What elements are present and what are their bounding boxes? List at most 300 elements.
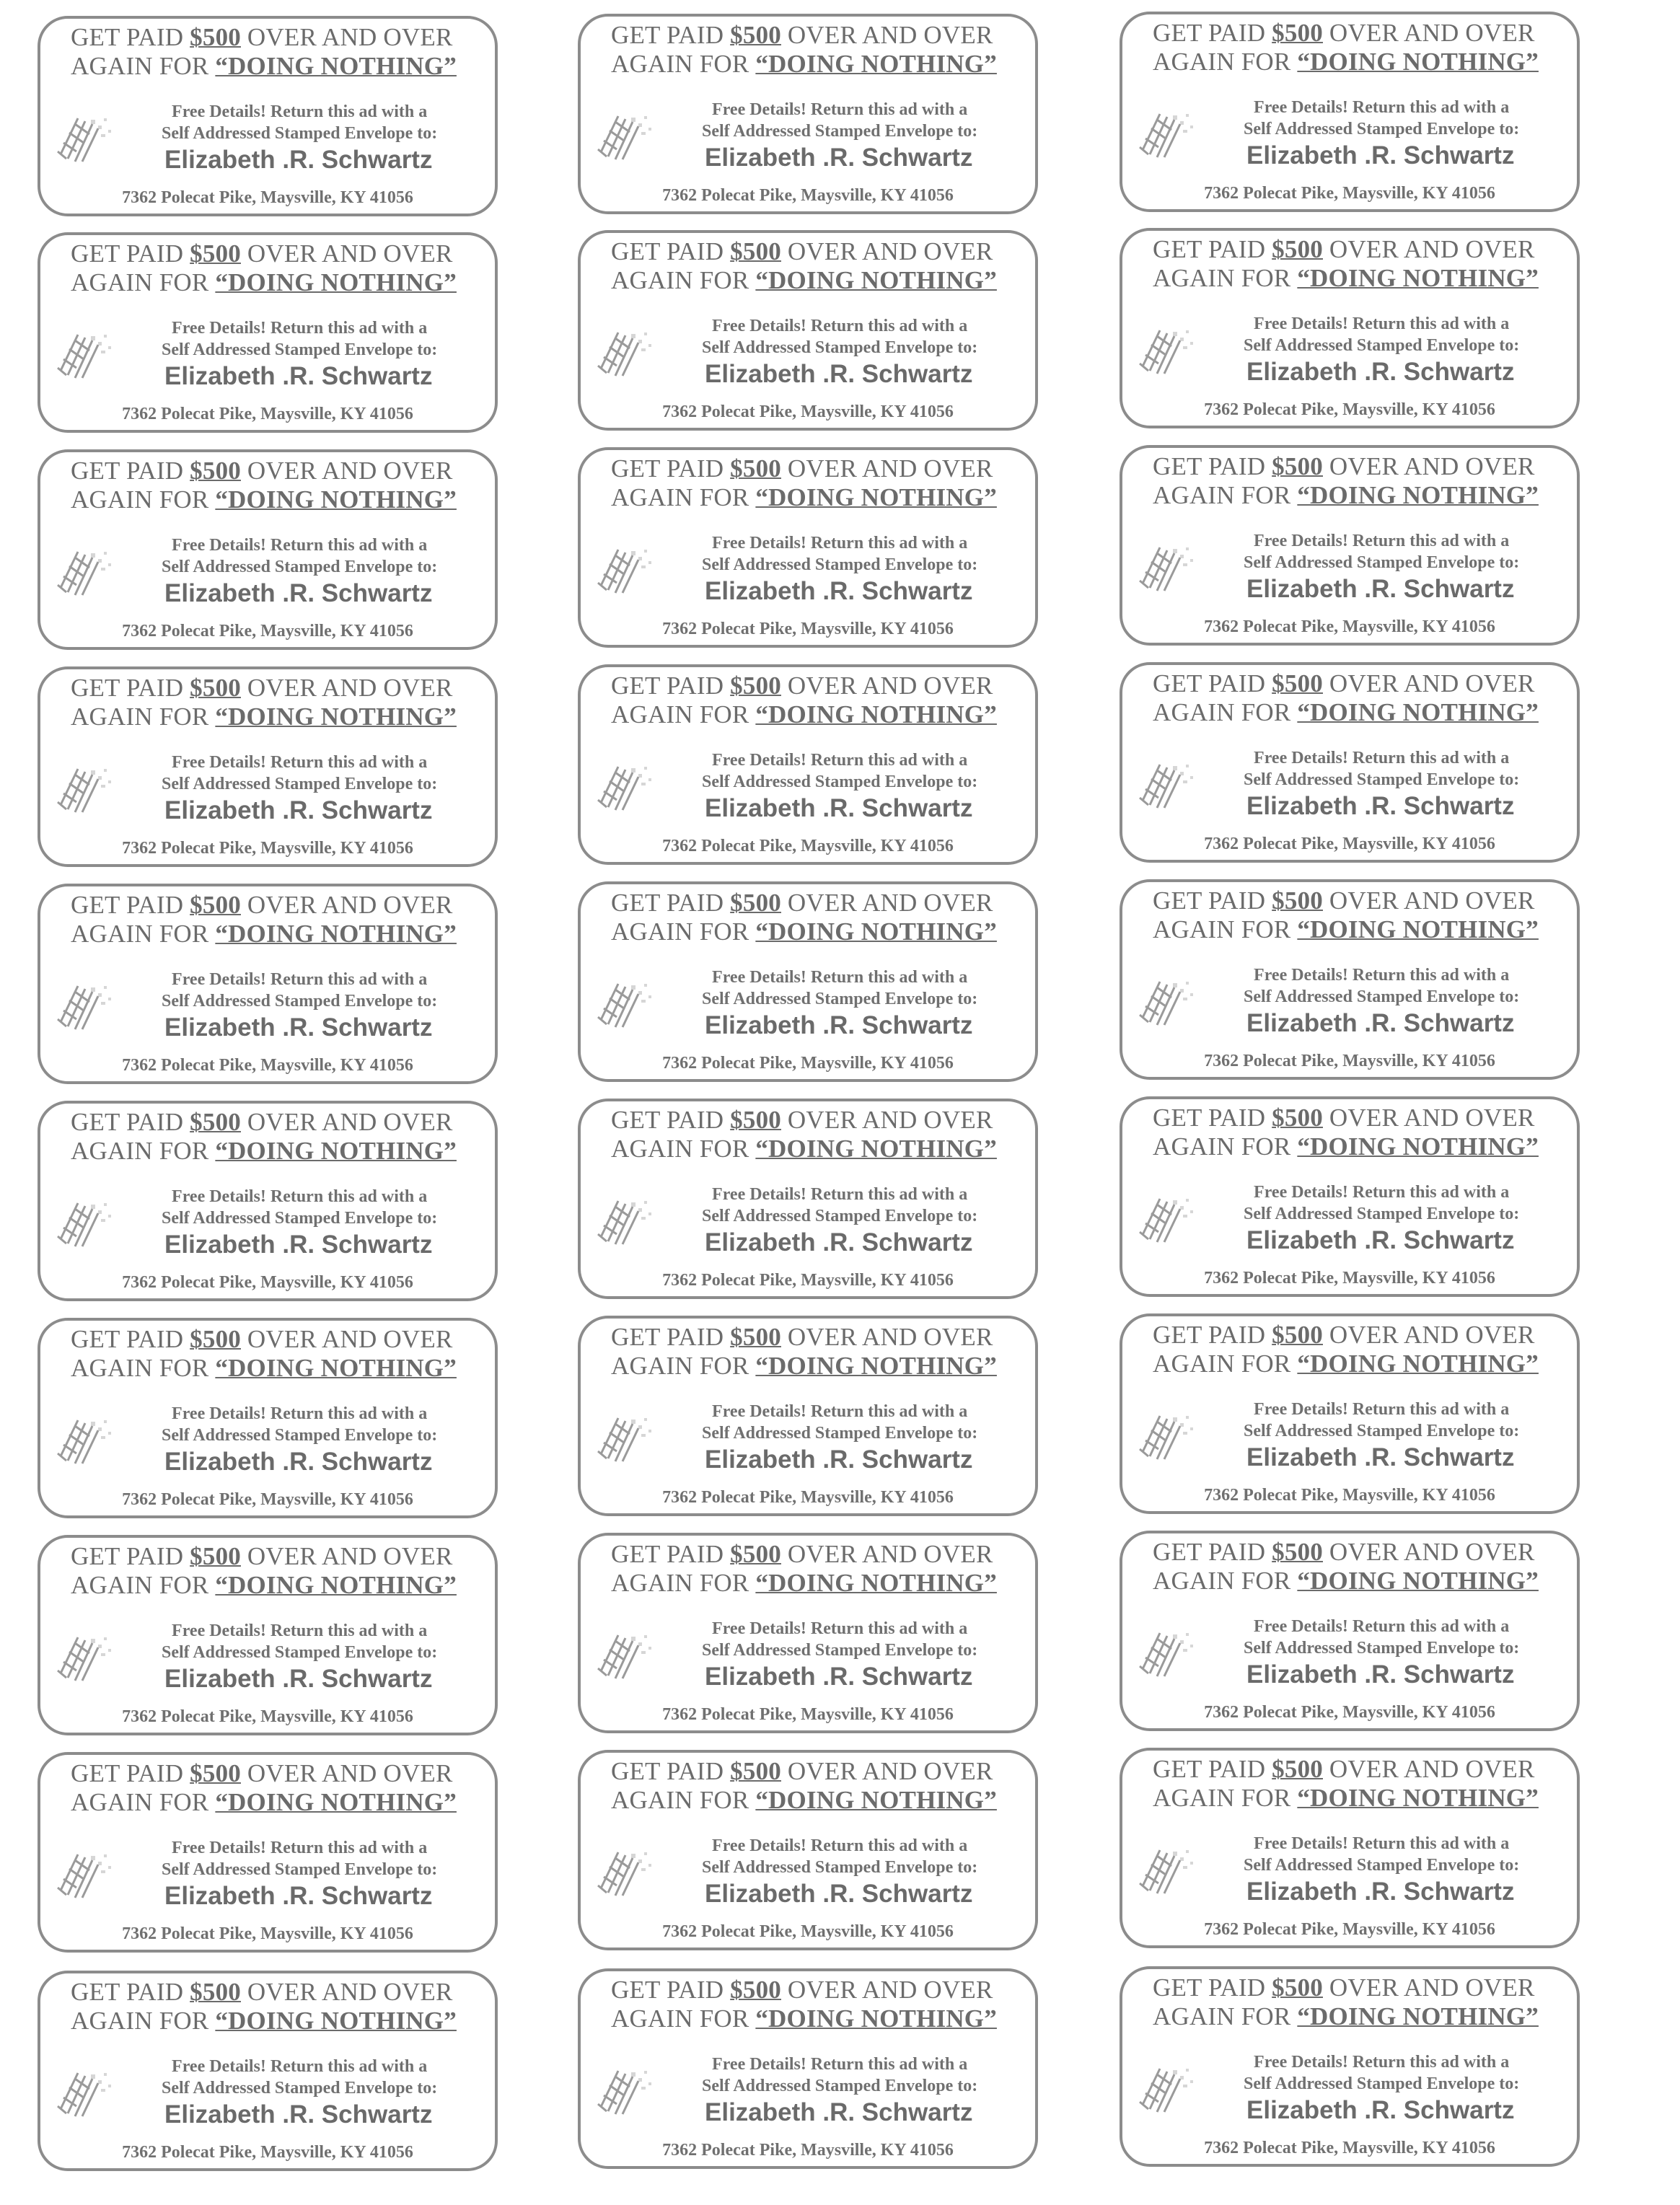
ad-headline <box>1153 1538 1539 1596</box>
ad-headline <box>1153 1321 1539 1378</box>
headline-amount: $500 <box>730 454 781 483</box>
details-line-2: Self Addressed Stamped Envelope to: <box>702 2077 978 2095</box>
headline-line2-prefix: AGAIN FOR <box>1153 1567 1298 1595</box>
headline-text-cont: OVER AND OVER <box>240 1759 453 1787</box>
money-stack-icon <box>594 760 660 811</box>
ad-headline <box>71 457 457 514</box>
ad-headline <box>71 23 457 81</box>
money-stack-icon <box>594 1194 660 1246</box>
headline-text: GET PAID <box>1153 1321 1272 1349</box>
headline-amount: $500 <box>190 23 241 51</box>
headline-line2-prefix: AGAIN FOR <box>71 1137 216 1165</box>
money-stack-icon <box>594 1628 660 1680</box>
headline-text: GET PAID <box>611 672 731 700</box>
headline-emphasis: “DOING NOTHING” <box>215 920 457 948</box>
headline-emphasis: “DOING NOTHING” <box>215 52 457 80</box>
classified-ad <box>38 232 498 433</box>
headline-text-cont: OVER AND OVER <box>780 1323 993 1351</box>
contact-address: 7362 Polecat Pike, Maysville, KY 41056 <box>122 1273 413 1292</box>
details-line-1: Free Details! Return this ad with a <box>172 1404 428 1423</box>
headline-amount: $500 <box>190 457 241 485</box>
classified-ad <box>38 1535 498 1735</box>
ad-details <box>162 1620 437 1663</box>
headline-text-cont: OVER AND OVER <box>1322 1321 1535 1349</box>
headline-text-cont: OVER AND OVER <box>780 1106 993 1134</box>
details-line-1: Free Details! Return this ad with a <box>712 100 968 119</box>
headline-text-cont: OVER AND OVER <box>1322 452 1535 480</box>
contact-address: 7362 Polecat Pike, Maysville, KY 41056 <box>1204 400 1495 419</box>
details-line-2: Self Addressed Stamped Envelope to: <box>702 773 978 791</box>
classified-ad <box>1120 1096 1580 1297</box>
details-line-1: Free Details! Return this ad with a <box>1254 2053 1510 2072</box>
headline-text-cont: OVER AND OVER <box>240 239 453 268</box>
classified-ad <box>38 1971 498 2171</box>
ad-headline <box>1153 452 1539 510</box>
headline-text-cont: OVER AND OVER <box>1322 886 1535 915</box>
contact-name: Elizabeth .R. Schwartz <box>1246 141 1515 170</box>
contact-name: Elizabeth .R. Schwartz <box>164 146 433 174</box>
headline-amount: $500 <box>1272 1755 1323 1783</box>
ad-details <box>1244 747 1519 791</box>
headline-line2-prefix: AGAIN FOR <box>611 50 756 78</box>
headline-emphasis: “DOING NOTHING” <box>755 50 997 78</box>
contact-name: Elizabeth .R. Schwartz <box>705 2098 973 2126</box>
ad-details <box>702 967 977 1010</box>
classified-ad <box>38 1318 498 1518</box>
classified-ad <box>578 14 1038 214</box>
headline-text: GET PAID <box>71 1325 190 1353</box>
details-line-2: Self Addressed Stamped Envelope to: <box>1244 1422 1520 1440</box>
headline-text: GET PAID <box>611 1323 731 1351</box>
headline-line2-prefix: AGAIN FOR <box>1153 915 1298 943</box>
contact-address: 7362 Polecat Pike, Maysville, KY 41056 <box>122 622 413 641</box>
headline-emphasis: “DOING NOTHING” <box>1297 1132 1539 1161</box>
headline-emphasis: “DOING NOTHING” <box>215 2007 457 2035</box>
headline-amount: $500 <box>1272 669 1323 697</box>
headline-line2-prefix: AGAIN FOR <box>1153 48 1298 76</box>
details-line-1: Free Details! Return this ad with a <box>712 2055 968 2074</box>
headline-amount: $500 <box>1272 1538 1323 1566</box>
headline-text-cont: OVER AND OVER <box>780 21 993 49</box>
money-stack-icon <box>1135 323 1202 375</box>
details-line-2: Self Addressed Stamped Envelope to: <box>162 1426 438 1445</box>
classified-ad <box>1120 1313 1580 1514</box>
headline-text: GET PAID <box>611 237 731 265</box>
ad-details <box>1244 1833 1519 1876</box>
money-stack-icon <box>53 762 120 814</box>
details-line-2: Self Addressed Stamped Envelope to: <box>1244 336 1520 355</box>
ad-headline <box>611 1976 997 2033</box>
ad-details <box>702 315 977 358</box>
headline-line2-prefix: AGAIN FOR <box>71 1788 216 1816</box>
headline-line2-prefix: AGAIN FOR <box>611 1786 756 1814</box>
headline-amount: $500 <box>730 21 781 49</box>
headline-emphasis: “DOING NOTHING” <box>215 268 457 296</box>
contact-address: 7362 Polecat Pike, Maysville, KY 41056 <box>1204 184 1495 203</box>
contact-name: Elizabeth .R. Schwartz <box>705 1445 973 1474</box>
headline-emphasis: “DOING NOTHING” <box>1297 915 1539 943</box>
headline-text-cont: OVER AND OVER <box>780 1757 993 1785</box>
money-stack-icon <box>53 1630 120 1682</box>
ad-details <box>162 2056 437 2099</box>
ad-headline <box>71 239 457 297</box>
contact-address: 7362 Polecat Pike, Maysville, KY 41056 <box>662 1705 954 1724</box>
headline-amount: $500 <box>1272 19 1323 47</box>
details-line-1: Free Details! Return this ad with a <box>712 1836 968 1855</box>
contact-name: Elizabeth .R. Schwartz <box>705 1880 973 1908</box>
headline-line2-prefix: AGAIN FOR <box>71 920 216 948</box>
headline-text-cont: OVER AND OVER <box>240 891 453 919</box>
details-line-1: Free Details! Return this ad with a <box>1254 314 1510 333</box>
headline-line2-prefix: AGAIN FOR <box>1153 481 1298 509</box>
ad-headline <box>71 891 457 949</box>
contact-address: 7362 Polecat Pike, Maysville, KY 41056 <box>662 402 954 421</box>
classified-ad <box>578 230 1038 431</box>
details-line-2: Self Addressed Stamped Envelope to: <box>162 775 438 793</box>
money-stack-icon <box>1135 1409 1202 1461</box>
classified-ad <box>578 1968 1038 2169</box>
contact-address: 7362 Polecat Pike, Maysville, KY 41056 <box>122 1924 413 1943</box>
classified-ad <box>1120 12 1580 212</box>
details-line-2: Self Addressed Stamped Envelope to: <box>1244 553 1520 572</box>
headline-line2-prefix: AGAIN FOR <box>71 268 216 296</box>
contact-address: 7362 Polecat Pike, Maysville, KY 41056 <box>662 2141 954 2160</box>
contact-name: Elizabeth .R. Schwartz <box>164 1013 433 1042</box>
headline-text: GET PAID <box>71 891 190 919</box>
details-line-1: Free Details! Return this ad with a <box>172 319 428 338</box>
details-line-2: Self Addressed Stamped Envelope to: <box>702 1641 978 1660</box>
ad-headline <box>611 1757 997 1815</box>
headline-text: GET PAID <box>611 1757 731 1785</box>
details-line-2: Self Addressed Stamped Envelope to: <box>162 1643 438 1662</box>
classified-ad <box>578 881 1038 1082</box>
headline-emphasis: “DOING NOTHING” <box>755 483 997 511</box>
classified-ad <box>1120 1966 1580 2167</box>
ad-headline <box>611 1323 997 1381</box>
details-line-2: Self Addressed Stamped Envelope to: <box>1244 1639 1520 1658</box>
headline-text: GET PAID <box>71 457 190 485</box>
details-line-1: Free Details! Return this ad with a <box>172 102 428 121</box>
ad-details <box>162 752 437 795</box>
money-stack-icon <box>1135 107 1202 159</box>
headline-amount: $500 <box>1272 1104 1323 1132</box>
headline-text: GET PAID <box>1153 19 1272 47</box>
headline-line2-prefix: AGAIN FOR <box>71 1571 216 1599</box>
headline-text-cont: OVER AND OVER <box>240 1108 453 1136</box>
headline-amount: $500 <box>190 1759 241 1787</box>
details-line-2: Self Addressed Stamped Envelope to: <box>1244 987 1520 1006</box>
headline-text: GET PAID <box>611 1976 731 2004</box>
headline-emphasis: “DOING NOTHING” <box>215 1788 457 1816</box>
ad-headline <box>611 889 997 946</box>
headline-emphasis: “DOING NOTHING” <box>1297 1350 1539 1378</box>
money-stack-icon <box>1135 1626 1202 1678</box>
ad-details <box>702 1184 977 1227</box>
contact-name: Elizabeth .R. Schwartz <box>164 579 433 607</box>
money-stack-icon <box>594 542 660 594</box>
headline-line2-prefix: AGAIN FOR <box>71 2007 216 2035</box>
ad-details <box>162 534 437 578</box>
headline-text-cont: OVER AND OVER <box>1322 19 1535 47</box>
headline-text-cont: OVER AND OVER <box>240 1325 453 1353</box>
ad-details <box>1244 2051 1519 2095</box>
classified-ad <box>38 666 498 867</box>
details-line-1: Free Details! Return this ad with a <box>1254 1617 1510 1636</box>
ad-details <box>1244 313 1519 356</box>
classified-ad <box>1120 1531 1580 1731</box>
contact-name: Elizabeth .R. Schwartz <box>1246 1226 1515 1254</box>
details-line-2: Self Addressed Stamped Envelope to: <box>1244 1205 1520 1223</box>
ad-headline <box>611 1540 997 1598</box>
money-stack-icon <box>594 109 660 161</box>
contact-address: 7362 Polecat Pike, Maysville, KY 41056 <box>1204 1703 1495 1722</box>
details-line-2: Self Addressed Stamped Envelope to: <box>162 2079 438 2098</box>
headline-amount: $500 <box>730 1106 781 1134</box>
details-line-2: Self Addressed Stamped Envelope to: <box>702 1858 978 1877</box>
ad-headline <box>611 454 997 512</box>
details-line-1: Free Details! Return this ad with a <box>1254 1834 1510 1853</box>
headline-text: GET PAID <box>611 889 731 917</box>
headline-emphasis: “DOING NOTHING” <box>1297 1567 1539 1595</box>
details-line-1: Free Details! Return this ad with a <box>172 2057 428 2076</box>
headline-amount: $500 <box>1272 886 1323 915</box>
ad-headline <box>611 237 997 295</box>
classified-ad <box>578 1316 1038 1516</box>
ad-details <box>702 1835 977 1878</box>
headline-emphasis: “DOING NOTHING” <box>215 703 457 731</box>
contact-address: 7362 Polecat Pike, Maysville, KY 41056 <box>662 837 954 855</box>
money-stack-icon <box>594 1845 660 1897</box>
details-line-2: Self Addressed Stamped Envelope to: <box>162 1209 438 1228</box>
details-line-2: Self Addressed Stamped Envelope to: <box>1244 1856 1520 1875</box>
details-line-1: Free Details! Return this ad with a <box>712 1619 968 1638</box>
details-line-1: Free Details! Return this ad with a <box>172 970 428 989</box>
ad-headline <box>71 1978 457 2035</box>
money-stack-icon <box>594 977 660 1029</box>
headline-line2-prefix: AGAIN FOR <box>1153 1350 1298 1378</box>
details-line-1: Free Details! Return this ad with a <box>1254 966 1510 985</box>
contact-address: 7362 Polecat Pike, Maysville, KY 41056 <box>662 1488 954 1507</box>
details-line-1: Free Details! Return this ad with a <box>712 751 968 770</box>
headline-amount: $500 <box>190 1978 241 2006</box>
details-line-2: Self Addressed Stamped Envelope to: <box>702 122 978 141</box>
headline-text: GET PAID <box>1153 669 1272 697</box>
headline-emphasis: “DOING NOTHING” <box>755 1569 997 1597</box>
ad-details <box>1244 1399 1519 1442</box>
classified-ad <box>1120 879 1580 1080</box>
headline-emphasis: “DOING NOTHING” <box>1297 264 1539 292</box>
headline-text-cont: OVER AND OVER <box>240 1978 453 2006</box>
classified-ad <box>1120 228 1580 428</box>
details-line-2: Self Addressed Stamped Envelope to: <box>1244 770 1520 789</box>
headline-text: GET PAID <box>71 1759 190 1787</box>
contact-address: 7362 Polecat Pike, Maysville, KY 41056 <box>662 186 954 205</box>
money-stack-icon <box>53 327 120 379</box>
contact-name: Elizabeth .R. Schwartz <box>1246 1878 1515 1906</box>
money-stack-icon <box>594 1411 660 1463</box>
headline-line2-prefix: AGAIN FOR <box>71 52 216 80</box>
classified-ad <box>578 664 1038 865</box>
headline-emphasis: “DOING NOTHING” <box>1297 698 1539 726</box>
details-line-1: Free Details! Return this ad with a <box>1254 1183 1510 1202</box>
headline-text-cont: OVER AND OVER <box>240 1542 453 1570</box>
headline-text: GET PAID <box>611 454 731 483</box>
headline-emphasis: “DOING NOTHING” <box>1297 481 1539 509</box>
headline-text: GET PAID <box>611 1540 731 1568</box>
headline-text-cont: OVER AND OVER <box>240 457 453 485</box>
ad-headline <box>71 1542 457 1600</box>
ad-headline <box>611 1106 997 1163</box>
details-line-1: Free Details! Return this ad with a <box>172 1839 428 1857</box>
ad-details <box>162 1186 437 1229</box>
headline-emphasis: “DOING NOTHING” <box>755 1352 997 1380</box>
classified-ad <box>1120 662 1580 863</box>
classified-ad <box>38 16 498 216</box>
headline-line2-prefix: AGAIN FOR <box>611 266 756 294</box>
money-stack-icon <box>1135 540 1202 592</box>
contact-address: 7362 Polecat Pike, Maysville, KY 41056 <box>662 620 954 638</box>
headline-text: GET PAID <box>1153 452 1272 480</box>
headline-text-cont: OVER AND OVER <box>780 237 993 265</box>
ad-details <box>702 2054 977 2097</box>
details-line-2: Self Addressed Stamped Envelope to: <box>702 1207 978 1225</box>
headline-amount: $500 <box>730 237 781 265</box>
headline-amount: $500 <box>190 239 241 268</box>
contact-name: Elizabeth .R. Schwartz <box>1246 1443 1515 1471</box>
contact-name: Elizabeth .R. Schwartz <box>1246 2096 1515 2124</box>
headline-amount: $500 <box>730 889 781 917</box>
headline-line2-prefix: AGAIN FOR <box>611 1135 756 1163</box>
headline-amount: $500 <box>190 1325 241 1353</box>
ad-details <box>702 99 977 142</box>
details-line-2: Self Addressed Stamped Envelope to: <box>162 124 438 143</box>
ad-details <box>1244 1616 1519 1659</box>
contact-name: Elizabeth .R. Schwartz <box>164 362 433 390</box>
money-stack-icon <box>1135 757 1202 809</box>
ad-details <box>162 101 437 144</box>
headline-emphasis: “DOING NOTHING” <box>755 1135 997 1163</box>
headline-text-cont: OVER AND OVER <box>1322 235 1535 263</box>
headline-line2-prefix: AGAIN FOR <box>71 485 216 514</box>
headline-emphasis: “DOING NOTHING” <box>755 1786 997 1814</box>
headline-text: GET PAID <box>611 21 731 49</box>
classified-ad <box>38 449 498 650</box>
headline-text: GET PAID <box>71 239 190 268</box>
contact-address: 7362 Polecat Pike, Maysville, KY 41056 <box>122 2143 413 2162</box>
details-line-1: Free Details! Return this ad with a <box>712 968 968 987</box>
contact-address: 7362 Polecat Pike, Maysville, KY 41056 <box>1204 1486 1495 1505</box>
headline-emphasis: “DOING NOTHING” <box>755 266 997 294</box>
classified-ad <box>578 1533 1038 1733</box>
ad-details <box>702 749 977 793</box>
headline-amount: $500 <box>1272 1973 1323 2002</box>
headline-emphasis: “DOING NOTHING” <box>1297 1784 1539 1812</box>
contact-name: Elizabeth .R. Schwartz <box>705 1663 973 1691</box>
headline-line2-prefix: AGAIN FOR <box>1153 1132 1298 1161</box>
headline-line2-prefix: AGAIN FOR <box>611 1352 756 1380</box>
contact-address: 7362 Polecat Pike, Maysville, KY 41056 <box>122 1707 413 1726</box>
ad-headline <box>611 21 997 79</box>
contact-address: 7362 Polecat Pike, Maysville, KY 41056 <box>1204 1269 1495 1288</box>
classified-ad <box>578 447 1038 648</box>
classified-ad <box>578 1750 1038 1950</box>
details-line-1: Free Details! Return this ad with a <box>1254 532 1510 550</box>
ad-headline <box>71 1108 457 1166</box>
money-stack-icon <box>53 545 120 597</box>
classified-ad <box>38 1752 498 1953</box>
headline-text-cont: OVER AND OVER <box>1322 1973 1535 2002</box>
details-line-2: Self Addressed Stamped Envelope to: <box>1244 120 1520 138</box>
contact-name: Elizabeth .R. Schwartz <box>164 1231 433 1259</box>
headline-line2-prefix: AGAIN FOR <box>611 917 756 946</box>
headline-text-cont: OVER AND OVER <box>780 1976 993 2004</box>
headline-text: GET PAID <box>1153 1973 1272 2002</box>
ad-headline <box>1153 1973 1539 2031</box>
contact-name: Elizabeth .R. Schwartz <box>164 1882 433 1910</box>
headline-line2-prefix: AGAIN FOR <box>611 700 756 729</box>
ad-details <box>1244 1181 1519 1225</box>
contact-address: 7362 Polecat Pike, Maysville, KY 41056 <box>662 1922 954 1941</box>
details-line-1: Free Details! Return this ad with a <box>712 534 968 553</box>
classified-ad <box>1120 1748 1580 1948</box>
contact-address: 7362 Polecat Pike, Maysville, KY 41056 <box>1204 1052 1495 1070</box>
contact-name: Elizabeth .R. Schwartz <box>1246 1660 1515 1689</box>
ad-headline <box>1153 235 1539 293</box>
money-stack-icon <box>1135 2061 1202 2113</box>
contact-name: Elizabeth .R. Schwartz <box>164 796 433 824</box>
money-stack-icon <box>53 1847 120 1899</box>
headline-text: GET PAID <box>1153 1755 1272 1783</box>
contact-name: Elizabeth .R. Schwartz <box>1246 1009 1515 1037</box>
headline-text: GET PAID <box>1153 886 1272 915</box>
contact-address: 7362 Polecat Pike, Maysville, KY 41056 <box>122 1056 413 1075</box>
details-line-2: Self Addressed Stamped Envelope to: <box>1244 2074 1520 2093</box>
money-stack-icon <box>53 979 120 1031</box>
headline-line2-prefix: AGAIN FOR <box>1153 1784 1298 1812</box>
ad-details <box>1244 97 1519 140</box>
details-line-1: Free Details! Return this ad with a <box>1254 1400 1510 1419</box>
details-line-1: Free Details! Return this ad with a <box>712 317 968 335</box>
ad-headline <box>1153 19 1539 76</box>
headline-emphasis: “DOING NOTHING” <box>1297 2002 1539 2030</box>
headline-text-cont: OVER AND OVER <box>780 889 993 917</box>
headline-line2-prefix: AGAIN FOR <box>1153 2002 1298 2030</box>
headline-text-cont: OVER AND OVER <box>780 1540 993 1568</box>
ad-details <box>162 1837 437 1880</box>
headline-amount: $500 <box>1272 235 1323 263</box>
headline-text-cont: OVER AND OVER <box>240 23 453 51</box>
ad-headline <box>1153 886 1539 944</box>
ad-details <box>702 532 977 576</box>
classified-ad <box>1120 445 1580 646</box>
ad-details <box>702 1618 977 1661</box>
money-stack-icon <box>53 1413 120 1465</box>
headline-amount: $500 <box>190 891 241 919</box>
details-line-2: Self Addressed Stamped Envelope to: <box>162 558 438 576</box>
headline-line2-prefix: AGAIN FOR <box>71 703 216 731</box>
ad-headline <box>71 1759 457 1817</box>
money-stack-icon <box>1135 1192 1202 1244</box>
details-line-2: Self Addressed Stamped Envelope to: <box>162 340 438 359</box>
headline-amount: $500 <box>730 1540 781 1568</box>
headline-line2-prefix: AGAIN FOR <box>1153 264 1298 292</box>
money-stack-icon <box>594 2064 660 2116</box>
ad-details <box>702 1401 977 1444</box>
headline-amount: $500 <box>1272 1321 1323 1349</box>
headline-text-cont: OVER AND OVER <box>1322 1538 1535 1566</box>
money-stack-icon <box>1135 974 1202 1026</box>
ad-headline <box>1153 1104 1539 1161</box>
